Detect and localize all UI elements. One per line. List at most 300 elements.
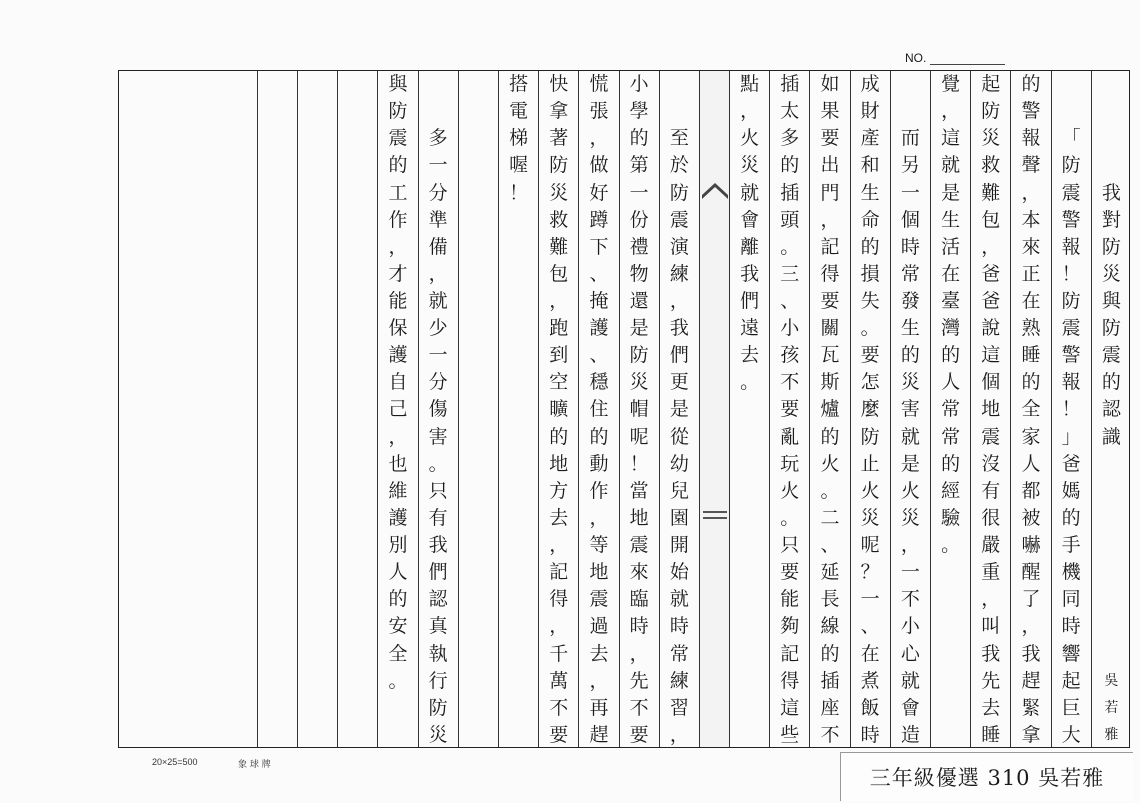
grid-cell xyxy=(1092,98,1131,125)
grid-cell xyxy=(1092,505,1131,532)
grid-cell: 生 xyxy=(941,208,961,231)
grid-cell: 損 xyxy=(860,262,880,285)
grid-cell: 成 xyxy=(860,73,880,96)
grid-cell: 我 xyxy=(1101,181,1121,204)
grid-cell: 分 xyxy=(428,371,448,394)
grid-cell: 財 xyxy=(860,100,880,123)
grid-cell: 於 xyxy=(669,154,689,177)
grid-cell: 大 xyxy=(1061,723,1081,746)
grid-cell: 、 xyxy=(589,344,609,367)
grid-cell: 經 xyxy=(941,479,961,502)
author-char: 雅 xyxy=(1104,727,1119,744)
grid-cell: 的 xyxy=(388,588,408,611)
grid-cell: 火 xyxy=(740,127,760,150)
grid-cell: 更 xyxy=(669,371,689,394)
grid-cell: 護 xyxy=(388,506,408,529)
grid-cell: 地 xyxy=(549,452,569,475)
grid-cell: 與 xyxy=(1101,290,1121,312)
grid-cell: 好 xyxy=(589,181,609,204)
paper-brand: 象 球 牌 xyxy=(238,760,271,770)
grid-cell xyxy=(1092,451,1131,478)
grid-cell: 就 xyxy=(740,181,760,204)
grid-cell: ， xyxy=(428,262,448,285)
grid-cell: 臨 xyxy=(629,588,649,611)
grid-cell: 的 xyxy=(941,344,961,367)
grid-cell: 、 xyxy=(589,262,609,285)
no-label: NO. xyxy=(905,51,927,65)
grid-cell: 小 xyxy=(900,615,920,638)
grid-cell: 遠 xyxy=(740,317,760,340)
grid-cell xyxy=(931,722,970,749)
grid-cell: 手 xyxy=(1061,534,1081,557)
grid-cell: 、 xyxy=(780,290,800,312)
grid-cell: 呢 xyxy=(860,534,880,557)
grid-cell xyxy=(660,71,699,98)
grid-cell xyxy=(459,641,498,668)
grid-cell: 地 xyxy=(589,561,609,584)
manuscript-column xyxy=(1010,71,1050,747)
grid-cell: 就 xyxy=(900,669,920,692)
grid-cell: 熟 xyxy=(1021,317,1041,340)
grid-cell: ， xyxy=(981,235,1001,258)
grid-cell: 報 xyxy=(1021,127,1041,150)
grid-cell xyxy=(730,559,769,586)
grid-cell xyxy=(730,641,769,668)
manuscript-column xyxy=(458,71,498,747)
grid-cell: 起 xyxy=(981,73,1001,96)
grid-cell: 練 xyxy=(669,669,689,692)
grid-cell: ， xyxy=(388,235,408,258)
grid-cell: 爸 xyxy=(981,290,1001,312)
grid-cell xyxy=(499,396,538,423)
grid-cell: ， xyxy=(589,506,609,529)
grid-cell: 能 xyxy=(780,588,800,611)
grid-cell: 空 xyxy=(549,371,569,394)
grid-cell: 起 xyxy=(1061,669,1081,692)
grid-cell: 爐 xyxy=(820,398,840,421)
grid-cell: 電 xyxy=(509,100,529,123)
grid-cell: ， xyxy=(629,642,649,665)
grid-cell: 長 xyxy=(820,588,840,611)
grid-cell: 作 xyxy=(589,479,609,502)
grid-cell: 防 xyxy=(981,100,1001,123)
grid-cell: 趕 xyxy=(589,723,609,746)
empty-column xyxy=(257,71,297,747)
grid-cell: 心 xyxy=(900,642,920,665)
grid-cell: 識 xyxy=(1101,425,1121,448)
grid-cell: 人 xyxy=(388,561,408,584)
grid-cell: 記 xyxy=(780,642,800,665)
grid-cell: 安 xyxy=(388,615,408,638)
grid-cell xyxy=(931,695,970,722)
grid-cell xyxy=(931,613,970,640)
grid-cell xyxy=(1052,71,1091,98)
grid-cell xyxy=(730,586,769,613)
grid-cell: ！ xyxy=(509,181,529,204)
grid-cell: 帽 xyxy=(629,398,649,421)
grid-cell: 們 xyxy=(669,344,689,367)
grid-cell: 防 xyxy=(549,154,569,177)
grid-cell xyxy=(931,668,970,695)
grid-cell: 救 xyxy=(981,154,1001,177)
manuscript-column xyxy=(498,71,538,747)
grid-cell: 記 xyxy=(549,561,569,584)
grid-cell xyxy=(730,451,769,478)
grid-cell: 震 xyxy=(589,588,609,611)
grid-cell: 失 xyxy=(860,290,880,312)
grid-cell: 災 xyxy=(740,154,760,177)
grid-cell: 」 xyxy=(1061,425,1081,448)
grid-cell: 頭 xyxy=(780,208,800,231)
grid-cell: 動 xyxy=(589,452,609,475)
grid-cell: 兒 xyxy=(669,479,689,502)
grid-cell xyxy=(459,722,498,749)
grid-cell: 生 xyxy=(900,317,920,340)
grid-cell: 得 xyxy=(549,588,569,611)
grid-cell: 梯 xyxy=(509,127,529,150)
grid-cell: 這 xyxy=(941,127,961,150)
grid-cell: 。 xyxy=(780,506,800,529)
grid-cell xyxy=(891,71,930,98)
grid-cell: 要 xyxy=(629,723,649,746)
grid-cell: 維 xyxy=(388,479,408,502)
grid-cell: ！ xyxy=(629,452,649,475)
grid-cell: 記 xyxy=(820,235,840,258)
grid-cell xyxy=(1092,125,1131,152)
grid-cell: 跑 xyxy=(549,317,569,340)
grid-cell: 當 xyxy=(629,479,649,502)
grid-cell xyxy=(459,532,498,559)
grid-cell: 的 xyxy=(860,235,880,258)
grid-cell: 亂 xyxy=(780,425,800,448)
grid-cell: 而 xyxy=(900,127,920,150)
grid-cell: 玩 xyxy=(780,452,800,475)
grid-cell: 與 xyxy=(388,73,408,96)
grid-cell: 有 xyxy=(428,506,448,529)
grid-cell: 睡 xyxy=(1021,344,1041,367)
grid-cell xyxy=(499,532,538,559)
grid-cell: 在 xyxy=(860,642,880,665)
manuscript-column xyxy=(729,71,769,747)
grid-cell: 去 xyxy=(740,344,760,367)
grid-cell: 我 xyxy=(669,317,689,340)
grid-cell: 常 xyxy=(669,642,689,665)
grid-cell: 災 xyxy=(549,181,569,204)
grid-cell: 就 xyxy=(900,425,920,448)
manuscript-column xyxy=(1091,71,1131,747)
grid-cell: 斯 xyxy=(820,371,840,394)
grid-cell: 的 xyxy=(388,154,408,177)
grid-cell: 千 xyxy=(549,642,569,665)
award-stamp xyxy=(840,752,1133,801)
grid-cell xyxy=(459,396,498,423)
grid-cell: 我 xyxy=(981,642,1001,665)
grid-cell xyxy=(499,722,538,749)
grid-cell: 命 xyxy=(860,208,880,231)
grid-cell: 我 xyxy=(740,262,760,285)
grid-cell xyxy=(730,424,769,451)
grid-cell: 一 xyxy=(900,181,920,204)
grid-cell: 一 xyxy=(860,588,880,611)
grid-cell: 一 xyxy=(428,154,448,177)
grid-cell: 說 xyxy=(981,317,1001,340)
grid-cell: 就 xyxy=(428,290,448,312)
grid-cell xyxy=(1092,559,1131,586)
grid-cell: 常 xyxy=(941,398,961,421)
grid-cell: 防 xyxy=(1061,290,1081,312)
grid-cell xyxy=(459,234,498,261)
grid-cell: 要 xyxy=(549,723,569,746)
grid-cell: 響 xyxy=(1061,642,1081,665)
grid-cell xyxy=(499,613,538,640)
grid-cell: 嚴 xyxy=(981,534,1001,557)
grid-cell: 蹲 xyxy=(589,208,609,231)
grid-cell: 報 xyxy=(1061,235,1081,258)
grid-cell: 對 xyxy=(1101,208,1121,231)
grid-cell: ， xyxy=(1021,181,1041,204)
grid-cell: 防 xyxy=(428,696,448,719)
grid-cell: 喔 xyxy=(509,154,529,177)
grid-cell: 的 xyxy=(549,425,569,448)
grid-cell: 的 xyxy=(820,425,840,448)
grid-spec: 20×25=500 xyxy=(152,757,198,767)
grid-cell: 線 xyxy=(820,615,840,638)
grid-cell: 震 xyxy=(629,534,649,557)
grid-cell: 了 xyxy=(1021,588,1041,611)
grid-cell: 震 xyxy=(669,208,689,231)
grid-cell: 份 xyxy=(629,208,649,231)
grid-cell: ， xyxy=(669,290,689,312)
grid-cell xyxy=(499,261,538,288)
grid-cell xyxy=(378,695,417,722)
grid-cell: 來 xyxy=(629,561,649,584)
grid-cell xyxy=(730,722,769,749)
grid-cell: 全 xyxy=(388,642,408,665)
grid-cell: 沒 xyxy=(981,452,1001,475)
grid-cell: 害 xyxy=(428,425,448,448)
grid-cell: 幼 xyxy=(669,452,689,475)
grid-cell: 常 xyxy=(900,262,920,285)
grid-cell xyxy=(378,722,417,749)
grid-cell: 生 xyxy=(860,181,880,204)
grid-cell: 地 xyxy=(629,506,649,529)
grid-cell: 時 xyxy=(860,723,880,746)
grid-cell: 始 xyxy=(669,561,689,584)
grid-cell: 的 xyxy=(780,154,800,177)
grid-cell: 座 xyxy=(820,696,840,719)
grid-cell xyxy=(931,641,970,668)
grid-cell: 這 xyxy=(780,696,800,719)
grid-cell: 搭 xyxy=(509,73,529,96)
manuscript-column xyxy=(377,71,417,747)
grid-cell xyxy=(419,71,458,98)
manuscript-column xyxy=(769,71,809,747)
grid-cell xyxy=(499,234,538,261)
grid-cell: ， xyxy=(549,534,569,557)
grid-cell: 嚇 xyxy=(1021,534,1041,557)
grid-cell: ， xyxy=(589,669,609,692)
grid-cell: 時 xyxy=(900,235,920,258)
grid-cell xyxy=(730,695,769,722)
grid-cell: 造 xyxy=(900,723,920,746)
grid-cell: 覺 xyxy=(941,73,961,96)
grid-cell: 出 xyxy=(820,154,840,177)
author-char: 若 xyxy=(1104,700,1119,717)
manuscript-column xyxy=(578,71,618,747)
grid-cell: 就 xyxy=(941,154,961,177)
grid-cell: 正 xyxy=(1021,262,1041,285)
grid-cell: 防 xyxy=(1101,235,1121,258)
grid-cell: 家 xyxy=(1021,425,1041,448)
grid-cell: 的 xyxy=(1101,371,1121,394)
grid-cell: 趕 xyxy=(1021,669,1041,692)
grid-cell: 包 xyxy=(981,208,1001,231)
grid-cell: 震 xyxy=(1061,181,1081,204)
grid-cell: 包 xyxy=(549,262,569,285)
grid-cell xyxy=(499,451,538,478)
grid-cell: 災 xyxy=(900,506,920,529)
grid-cell: 三 xyxy=(780,262,800,285)
grid-cell: 臺 xyxy=(941,290,961,312)
grid-cell: 不 xyxy=(900,588,920,611)
grid-cell: ， xyxy=(1021,615,1041,638)
grid-cell: 張 xyxy=(589,100,609,123)
grid-cell: 爸 xyxy=(1061,452,1081,475)
grid-cell: 掩 xyxy=(589,290,609,312)
grid-cell: 萬 xyxy=(549,669,569,692)
grid-cell: 要 xyxy=(780,561,800,584)
grid-cell: 會 xyxy=(740,208,760,231)
grid-cell xyxy=(459,586,498,613)
grid-cell: 火 xyxy=(820,452,840,475)
grid-cell: 難 xyxy=(549,235,569,258)
grid-cell: 的 xyxy=(629,127,649,150)
grid-cell: 救 xyxy=(549,208,569,231)
grid-cell: 二 xyxy=(820,506,840,529)
grid-cell: 過 xyxy=(589,615,609,638)
grid-cell: 多 xyxy=(780,127,800,150)
grid-cell: 人 xyxy=(1021,452,1041,475)
grid-cell: 如 xyxy=(820,73,840,96)
grid-cell xyxy=(459,451,498,478)
grid-cell xyxy=(459,559,498,586)
grid-cell: ， xyxy=(388,425,408,448)
grid-cell xyxy=(459,695,498,722)
grid-cell xyxy=(1092,613,1131,640)
grid-cell: 震 xyxy=(1061,317,1081,340)
manuscript-column xyxy=(1051,71,1091,747)
grid-cell xyxy=(459,207,498,234)
grid-cell: 著 xyxy=(549,127,569,150)
grid-cell: 己 xyxy=(388,398,408,421)
grid-cell xyxy=(499,315,538,342)
manuscript-column xyxy=(418,71,458,747)
grid-cell: 來 xyxy=(1021,235,1041,258)
grid-cell: 發 xyxy=(900,290,920,312)
grid-cell xyxy=(499,369,538,396)
grid-cell: 巨 xyxy=(1061,696,1081,719)
grid-cell xyxy=(499,695,538,722)
grid-cell xyxy=(459,125,498,152)
grid-cell xyxy=(931,559,970,586)
grid-cell xyxy=(459,315,498,342)
grid-cell: 慌 xyxy=(589,73,609,96)
grid-cell: 。 xyxy=(388,669,408,692)
grid-cell: 太 xyxy=(780,100,800,123)
manuscript-column xyxy=(890,71,930,747)
grid-cell: 常 xyxy=(941,425,961,448)
grid-cell: 保 xyxy=(388,317,408,340)
grid-cell: 會 xyxy=(900,696,920,719)
grid-cell: 就 xyxy=(669,588,689,611)
grid-cell: 火 xyxy=(900,479,920,502)
grid-cell: 習 xyxy=(669,696,689,719)
grid-cell: 的 xyxy=(1021,73,1041,96)
grid-cell: 飯 xyxy=(860,696,880,719)
grid-cell xyxy=(459,505,498,532)
grid-cell xyxy=(459,369,498,396)
empty-column xyxy=(297,71,337,747)
manuscript-column xyxy=(659,71,699,747)
grid-cell xyxy=(730,613,769,640)
empty-column xyxy=(337,71,377,747)
grid-cell: 震 xyxy=(981,425,1001,448)
grid-cell: 本 xyxy=(1021,208,1041,231)
grid-cell: 第 xyxy=(629,154,649,177)
grid-cell: ！ xyxy=(1061,262,1081,285)
grid-cell: 禮 xyxy=(629,235,649,258)
award-stamp-text: 三年級優選 310 吳若雅 xyxy=(869,766,1105,790)
grid-cell xyxy=(459,478,498,505)
grid-cell: 要 xyxy=(860,344,880,367)
grid-cell: ， xyxy=(549,615,569,638)
grid-cell: 灣 xyxy=(941,317,961,340)
grid-cell: 分 xyxy=(428,181,448,204)
grid-cell: ！ xyxy=(1061,398,1081,421)
grid-cell: 也 xyxy=(388,452,408,475)
grid-cell: 等 xyxy=(589,534,609,557)
grid-cell: 園 xyxy=(669,506,689,529)
grid-cell: 不 xyxy=(820,723,840,746)
grid-cell: 護 xyxy=(589,317,609,340)
grid-cell: 這 xyxy=(981,344,1001,367)
grid-cell xyxy=(660,98,699,125)
grid-cell: 難 xyxy=(981,181,1001,204)
grid-cell: 要 xyxy=(820,290,840,312)
grid-cell: 住 xyxy=(589,398,609,421)
grid-cell: 防 xyxy=(860,425,880,448)
grid-cell: 爸 xyxy=(981,262,1001,285)
grid-cell xyxy=(499,505,538,532)
grid-cell: 煮 xyxy=(860,669,880,692)
grid-cell: 還 xyxy=(629,290,649,312)
grid-cell: 瓦 xyxy=(820,344,840,367)
grid-cell: 是 xyxy=(629,317,649,340)
grid-cell: 些 xyxy=(780,723,800,746)
grid-cell xyxy=(1092,152,1131,179)
no-underline xyxy=(930,64,1005,65)
grid-cell: 震 xyxy=(388,127,408,150)
grid-cell xyxy=(499,478,538,505)
grid-cell xyxy=(459,668,498,695)
grid-cell: 點 xyxy=(740,73,760,96)
grid-cell: 都 xyxy=(1021,479,1041,502)
grid-cell xyxy=(730,505,769,532)
grid-cell: 真 xyxy=(428,615,448,638)
grid-cell xyxy=(459,152,498,179)
grid-cell: ， xyxy=(669,723,689,746)
grid-cell: 是 xyxy=(941,181,961,204)
